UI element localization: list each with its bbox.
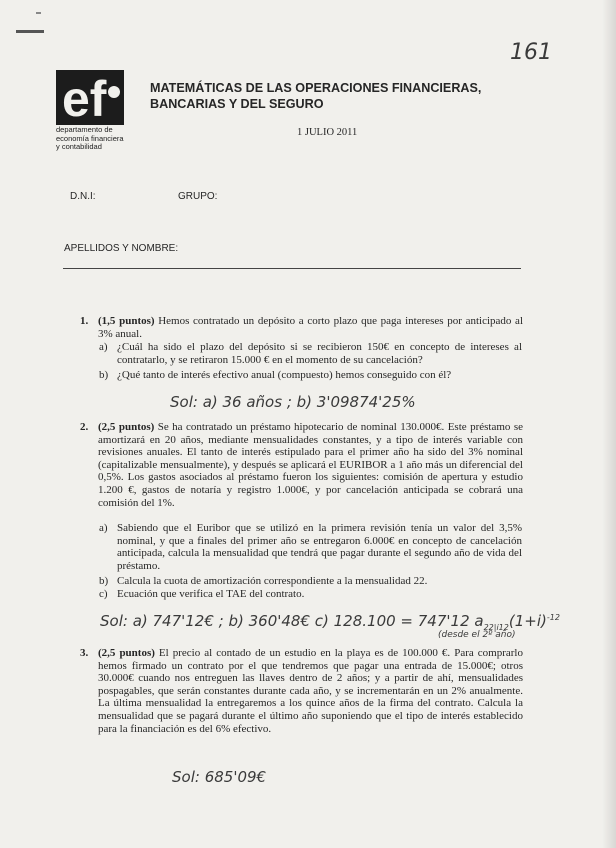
question-body: El precio al contado de un estudio en la playa es de 100.000 €. Para comprarlo hemos firmado un contrato por el que tendremos que pagar una entrada de 15.000€; otros 30.000€ cuando nos entreguen las llaves dentro de 2 años; y a partir de ahí, mensualidades pospagables, que serán constantes durante cada año, y se incrementarán en un 2% anualmente. La última mensualidad la entregaremos a los quince años de la firma del contrato. Calcula la mensualidad que se pagará durante el último año suponiendo que el tipo de interés establecido para la financiación es del 6% efectivo. [98,647,523,735]
solution-2-main: Sol: a) 747'12€ ; b) 360'48€ c) 128.100 = 747'12 a [100,612,484,630]
question-number: 3. [80,647,89,659]
exam-title [150,80,550,112]
sub-letter: c) [99,588,108,600]
question-body: Hemos contratado un depósito a corto plazo que paga intereses por anticipado al 3% anual. [98,315,523,340]
logo-caption-line: economía financiera [56,133,124,143]
question-points: (2,5 puntos) [98,647,155,659]
title-line-2: BANCARIAS Y DEL SEGURO [150,97,324,111]
question-number: 1. [80,315,89,327]
logo-letters: ef [62,71,107,125]
solution-2-tail: (1+i) [508,612,547,630]
question-1-text [98,315,523,340]
question-points: (1,5 puntos) [98,315,155,327]
solution-3: Sol: 685'09€ [172,768,267,786]
solution-2-subscript: 22|i12 [483,623,509,632]
title-line-1: MATEMÁTICAS DE LAS OPERACIONES FINANCIERAS, [150,81,482,95]
page-number: 161 [510,40,552,65]
logo-caption-line: departamento de [56,125,113,134]
question-2-sub-b [99,575,522,588]
name-line [63,268,521,269]
sub-text: Ecuación que verifica el TAE del contrato. [117,588,305,600]
question-2-sub-a [99,522,522,572]
logo-mark [56,70,124,125]
corner-mark [16,30,44,33]
question-2-sub-c [99,588,522,601]
bleed-through [300,96,530,246]
sub-letter: b) [99,575,109,587]
question-number: 2. [80,421,89,433]
question-points: (2,5 puntos) [98,421,155,433]
grupo-label: GRUPO: [178,191,218,202]
sub-text: ¿Qué tanto de interés efectivo anual (compuesto) hemos conseguido con él? [117,369,452,381]
logo-caption-line: y contabilidad [56,142,102,151]
apellidos-label: APELLIDOS Y NOMBRE: [64,243,179,254]
sub-letter: a) [99,522,108,534]
corner-dot [36,12,41,14]
sub-text: ¿Cuál ha sido el plazo del depósito si se recibieron 150€ en concepto de intereses al contratarlo, y se retiraron 15.000 € en el momento de su cancelación? [117,341,522,366]
solution-2 [100,612,580,632]
sub-letter: a) [99,341,108,353]
sub-text: Sabiendo que el Euribor que se utilizó en la primera revisión tenía un valor del 3,5% nominal, y que a finales del primer año se entregaron 6.000€ en concepto de cancelación anticipada, calcula la mensualidad que tendrá que pagar durante el segundo año de vida del préstamo. [117,522,522,572]
department-logo [56,70,124,125]
sub-text: Calcula la cuota de amortización correspondiente a la mensualidad 22. [117,575,428,587]
dni-label: D.N.I: [70,191,96,202]
question-1-sub-b [99,369,522,382]
sub-letter: b) [99,369,109,381]
solution-2-note: (desde el 2º año) [438,630,516,640]
solution-1: Sol: a) 36 años ; b) 3'09874'25% [170,393,416,411]
solution-2-exponent: -12 [546,613,560,622]
question-body: Se ha contratado un préstamo hipotecario de nominal 130.000€. Este préstamo se amortizará en 20 años, mediante mensualidades constantes, y a tipo de interés variable con revisiones anuales. El tanto de interés estipulado para el primer año ha sido del 3% nominal (capitalizable mensualmente), y después se aplicará el EURIBOR a 1 año más un diferencial del 0,5%. Los gastos asociados al préstamo fueron los siguientes: comisión de apertura y estudio 1.200 €, gastos de notaría y registro 1.000€, y por cancelación anticipada se cobrará una comisión del 1%. [98,421,523,509]
exam-date: 1 JULIO 2011 [297,127,358,138]
question-2-text [98,421,523,509]
logo-caption [56,126,124,152]
question-1-sub-a [99,341,522,366]
scan-shadow [602,0,616,848]
question-3-text [98,647,523,735]
